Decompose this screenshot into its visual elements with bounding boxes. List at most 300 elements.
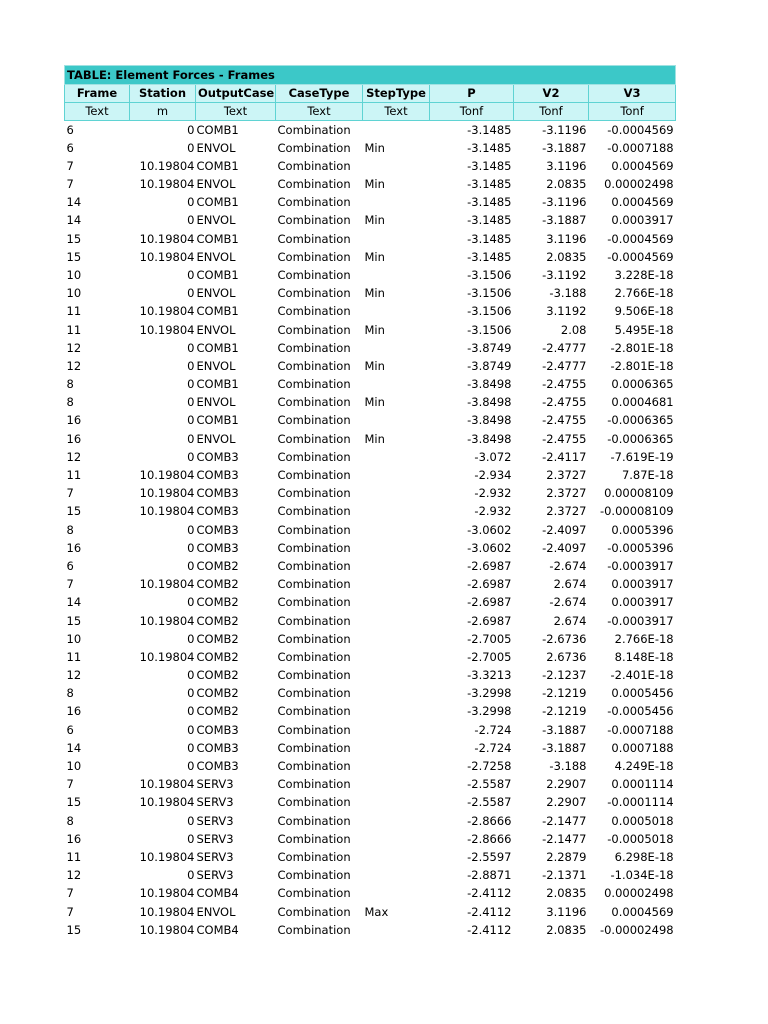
cell-case-type: Combination — [277, 504, 351, 519]
cell-output-case: ENVOL — [196, 286, 236, 301]
cell-v3: 0.0005456 — [611, 686, 674, 701]
cell-station: 0 — [187, 540, 195, 555]
cell-p: -3.8749 — [467, 358, 512, 373]
table-row — [65, 921, 676, 939]
cell-case-type: Combination — [277, 468, 351, 483]
cell-frame: 6 — [66, 140, 74, 155]
table-body — [65, 121, 676, 939]
cell-step-type — [363, 157, 430, 175]
cell-v2: -2.1219 — [542, 686, 587, 701]
cell-step-type: Max — [364, 904, 389, 919]
cell-output-case: ENVOL — [196, 213, 236, 228]
cell-output-case: COMB2 — [196, 668, 239, 683]
cell-p: -3.1485 — [467, 158, 512, 173]
table-row — [65, 830, 676, 848]
cell-station: 10.19804 — [139, 231, 195, 246]
cell-p: -3.1485 — [467, 177, 512, 192]
cell-v3: 0.0005018 — [611, 813, 674, 828]
cell-frame: 14 — [66, 195, 82, 210]
table-row — [65, 539, 676, 557]
cell-frame: 7 — [66, 486, 74, 501]
cell-p: -3.1485 — [467, 122, 512, 137]
cell-case-type: Combination — [277, 195, 351, 210]
cell-station: 0 — [187, 213, 195, 228]
cell-station: 0 — [187, 722, 195, 737]
table-row — [65, 303, 676, 321]
cell-p: -3.1485 — [467, 249, 512, 264]
cell-step-type — [363, 594, 430, 612]
cell-step-type — [363, 194, 430, 212]
table-row — [65, 794, 676, 812]
cell-p: -2.932 — [474, 486, 512, 501]
cell-v2: -3.188 — [549, 759, 587, 774]
table-row — [65, 230, 676, 248]
cell-output-case: COMB3 — [196, 504, 239, 519]
cell-case-type: Combination — [277, 486, 351, 501]
cell-p: -2.6987 — [467, 595, 512, 610]
cell-v3: 0.00002498 — [604, 886, 674, 901]
cell-case-type: Combination — [277, 613, 351, 628]
header-output-case: OutputCase — [196, 85, 276, 103]
cell-case-type: Combination — [277, 431, 351, 446]
cell-v3: 8.148E-18 — [614, 649, 674, 664]
cell-p: -3.0602 — [467, 522, 512, 537]
cell-v3: -0.00008109 — [599, 504, 674, 519]
cell-station: 10.19804 — [139, 304, 195, 319]
header-v3: V3 — [589, 85, 676, 103]
cell-station: 0 — [187, 740, 195, 755]
cell-v3: -1.034E-18 — [610, 868, 674, 883]
cell-frame: 8 — [66, 395, 74, 410]
table-row — [65, 466, 676, 484]
cell-v2: 2.0835 — [546, 886, 587, 901]
cell-v3: -0.0005018 — [607, 831, 674, 846]
cell-v2: -2.1219 — [542, 704, 587, 719]
cell-station: 10.19804 — [139, 613, 195, 628]
cell-case-type: Combination — [277, 158, 351, 173]
table-row — [65, 139, 676, 157]
cell-station: 0 — [187, 140, 195, 155]
cell-v2: -2.4755 — [542, 431, 587, 446]
cell-case-type: Combination — [277, 231, 351, 246]
cell-station: 10.19804 — [139, 795, 195, 810]
cell-v3: 0.00002498 — [604, 177, 674, 192]
unit-frame: Text — [65, 103, 130, 121]
cell-frame: 12 — [66, 358, 82, 373]
cell-case-type: Combination — [277, 540, 351, 555]
cell-step-type: Min — [364, 177, 385, 192]
table-row — [65, 521, 676, 539]
cell-station: 0 — [187, 413, 195, 428]
cell-frame: 15 — [66, 504, 82, 519]
cell-frame: 8 — [66, 522, 74, 537]
cell-p: -3.8498 — [467, 395, 512, 410]
unit-output-case: Text — [196, 103, 276, 121]
cell-case-type: Combination — [277, 795, 351, 810]
table-row — [65, 357, 676, 375]
element-forces-table-sheet — [64, 65, 675, 939]
cell-frame: 15 — [66, 922, 82, 937]
cell-v3: -2.801E-18 — [610, 358, 674, 373]
cell-v3: -0.0007188 — [607, 722, 674, 737]
cell-step-type — [363, 885, 430, 903]
cell-station: 0 — [187, 868, 195, 883]
cell-frame: 15 — [66, 249, 82, 264]
cell-v2: 2.3727 — [546, 486, 587, 501]
cell-v3: 2.766E-18 — [614, 631, 674, 646]
cell-frame: 7 — [66, 577, 74, 592]
cell-step-type — [363, 230, 430, 248]
cell-p: -3.2998 — [467, 686, 512, 701]
cell-frame: 10 — [66, 759, 82, 774]
cell-v2: -2.4097 — [542, 540, 587, 555]
cell-v2: -2.6736 — [542, 631, 587, 646]
cell-v2: -2.4755 — [542, 395, 587, 410]
cell-step-type — [363, 848, 430, 866]
cell-step-type — [363, 412, 430, 430]
cell-v2: -2.4777 — [542, 340, 587, 355]
cell-p: -2.6987 — [467, 613, 512, 628]
cell-v3: -0.0004569 — [607, 122, 674, 137]
cell-case-type: Combination — [277, 904, 351, 919]
table-row — [65, 266, 676, 284]
cell-frame: 10 — [66, 286, 82, 301]
cell-frame: 11 — [66, 849, 82, 864]
cell-output-case: COMB1 — [196, 158, 239, 173]
table-row — [65, 376, 676, 394]
cell-frame: 7 — [66, 177, 74, 192]
cell-v2: -2.4755 — [542, 377, 587, 392]
table-row — [65, 321, 676, 339]
cell-case-type: Combination — [277, 922, 351, 937]
cell-v2: 2.674 — [553, 577, 587, 592]
cell-v3: 0.0004569 — [611, 158, 674, 173]
cell-v3: 2.766E-18 — [614, 286, 674, 301]
cell-output-case: ENVOL — [196, 358, 236, 373]
cell-step-type — [363, 630, 430, 648]
cell-v3: -0.0005396 — [607, 540, 674, 555]
header-step-type: StepType — [363, 85, 430, 103]
cell-frame: 14 — [66, 740, 82, 755]
header-p: P — [430, 85, 514, 103]
cell-output-case: COMB3 — [196, 522, 239, 537]
cell-output-case: COMB2 — [196, 631, 239, 646]
cell-p: -3.1485 — [467, 231, 512, 246]
cell-step-type — [363, 448, 430, 466]
cell-output-case: COMB3 — [196, 486, 239, 501]
table-row — [65, 630, 676, 648]
cell-v2: -2.4755 — [542, 413, 587, 428]
cell-v2: 2.2907 — [546, 795, 587, 810]
table-row — [65, 157, 676, 175]
cell-v3: -0.0006365 — [607, 413, 674, 428]
cell-output-case: COMB1 — [196, 340, 239, 355]
cell-frame: 16 — [66, 540, 82, 555]
cell-p: -2.8871 — [467, 868, 512, 883]
cell-station: 10.19804 — [139, 158, 195, 173]
cell-case-type: Combination — [277, 286, 351, 301]
table-row — [65, 867, 676, 885]
table-row — [65, 903, 676, 921]
cell-v3: 0.0001114 — [611, 777, 674, 792]
cell-p: -2.7005 — [467, 631, 512, 646]
cell-v3: -0.0006365 — [607, 431, 674, 446]
cell-station: 0 — [187, 668, 195, 683]
table-row — [65, 430, 676, 448]
cell-case-type: Combination — [277, 522, 351, 537]
cell-step-type — [363, 576, 430, 594]
cell-frame: 12 — [66, 868, 82, 883]
cell-p: -3.1506 — [467, 286, 512, 301]
cell-station: 0 — [187, 267, 195, 282]
cell-station: 10.19804 — [139, 177, 195, 192]
cell-p: -2.4112 — [467, 904, 512, 919]
cell-case-type: Combination — [277, 595, 351, 610]
cell-frame: 10 — [66, 267, 82, 282]
cell-case-type: Combination — [277, 358, 351, 373]
cell-p: -2.4112 — [467, 886, 512, 901]
cell-station: 0 — [187, 686, 195, 701]
table-row — [65, 394, 676, 412]
table-row — [65, 285, 676, 303]
cell-frame: 10 — [66, 631, 82, 646]
table-row — [65, 194, 676, 212]
cell-frame: 15 — [66, 795, 82, 810]
cell-case-type: Combination — [277, 558, 351, 573]
cell-case-type: Combination — [277, 377, 351, 392]
cell-station: 10.19804 — [139, 922, 195, 937]
cell-step-type — [363, 667, 430, 685]
cell-step-type: Min — [364, 286, 385, 301]
cell-station: 0 — [187, 631, 195, 646]
cell-frame: 16 — [66, 704, 82, 719]
cell-step-type — [363, 121, 430, 139]
cell-step-type: Min — [364, 395, 385, 410]
cell-step-type — [363, 485, 430, 503]
unit-v2: Tonf — [514, 103, 589, 121]
cell-frame: 11 — [66, 322, 82, 337]
cell-station: 0 — [187, 195, 195, 210]
unit-p: Tonf — [430, 103, 514, 121]
cell-v2: 2.0835 — [546, 922, 587, 937]
header-station: Station — [130, 85, 196, 103]
cell-output-case: COMB2 — [196, 649, 239, 664]
cell-station: 10.19804 — [139, 849, 195, 864]
cell-step-type: Min — [364, 213, 385, 228]
cell-frame: 8 — [66, 813, 74, 828]
table-row — [65, 248, 676, 266]
cell-frame: 16 — [66, 413, 82, 428]
cell-output-case: COMB3 — [196, 449, 239, 464]
cell-station: 10.19804 — [139, 486, 195, 501]
unit-v3: Tonf — [589, 103, 676, 121]
cell-output-case: COMB3 — [196, 540, 239, 555]
cell-case-type: Combination — [277, 740, 351, 755]
cell-output-case: COMB2 — [196, 558, 239, 573]
cell-frame: 7 — [66, 158, 74, 173]
cell-v3: -0.0003917 — [607, 558, 674, 573]
cell-station: 10.19804 — [139, 904, 195, 919]
cell-output-case: COMB1 — [196, 231, 239, 246]
cell-step-type — [363, 703, 430, 721]
cell-case-type: Combination — [277, 649, 351, 664]
table-row — [65, 776, 676, 794]
cell-output-case: SERV3 — [196, 813, 234, 828]
cell-v2: -2.4097 — [542, 522, 587, 537]
cell-case-type: Combination — [277, 413, 351, 428]
cell-output-case: ENVOL — [196, 395, 236, 410]
cell-step-type — [363, 921, 430, 939]
cell-v3: 3.228E-18 — [614, 267, 674, 282]
cell-case-type: Combination — [277, 122, 351, 137]
cell-output-case: COMB2 — [196, 595, 239, 610]
cell-case-type: Combination — [277, 213, 351, 228]
units-row — [65, 103, 676, 121]
cell-p: -2.5597 — [467, 849, 512, 864]
cell-output-case: COMB3 — [196, 722, 239, 737]
cell-p: -2.724 — [474, 740, 512, 755]
cell-v3: 0.0005396 — [611, 522, 674, 537]
header-v2: V2 — [514, 85, 589, 103]
cell-v3: 0.0003917 — [611, 595, 674, 610]
table-row — [65, 339, 676, 357]
cell-output-case: ENVOL — [196, 904, 236, 919]
cell-case-type: Combination — [277, 831, 351, 846]
cell-p: -3.1485 — [467, 140, 512, 155]
cell-frame: 11 — [66, 468, 82, 483]
table-row — [65, 503, 676, 521]
cell-station: 0 — [187, 813, 195, 828]
cell-case-type: Combination — [277, 304, 351, 319]
cell-v3: 0.0003917 — [611, 577, 674, 592]
cell-step-type — [363, 867, 430, 885]
table-title: TABLE: Element Forces - Frames — [65, 66, 676, 85]
cell-v3: -0.0004569 — [607, 231, 674, 246]
cell-v2: 2.0835 — [546, 249, 587, 264]
cell-station: 0 — [187, 449, 195, 464]
cell-step-type: Min — [364, 322, 385, 337]
cell-p: -3.1506 — [467, 322, 512, 337]
cell-v2: -3.1887 — [542, 722, 587, 737]
cell-p: -2.934 — [474, 468, 512, 483]
cell-p: -2.7258 — [467, 759, 512, 774]
cell-frame: 15 — [66, 231, 82, 246]
cell-v2: 2.2879 — [546, 849, 587, 864]
cell-output-case: ENVOL — [196, 322, 236, 337]
cell-p: -2.6987 — [467, 577, 512, 592]
cell-frame: 16 — [66, 431, 82, 446]
cell-p: -2.8666 — [467, 813, 512, 828]
cell-output-case: SERV3 — [196, 849, 234, 864]
cell-v3: -2.401E-18 — [610, 668, 674, 683]
cell-case-type: Combination — [277, 886, 351, 901]
cell-case-type: Combination — [277, 849, 351, 864]
cell-case-type: Combination — [277, 267, 351, 282]
unit-case-type: Text — [276, 103, 363, 121]
cell-v3: 0.0003917 — [611, 213, 674, 228]
cell-step-type: Min — [364, 140, 385, 155]
cell-v3: 0.0004569 — [611, 904, 674, 919]
cell-v2: -3.1887 — [542, 740, 587, 755]
cell-step-type: Min — [364, 249, 385, 264]
cell-v2: 3.1196 — [546, 158, 587, 173]
cell-station: 10.19804 — [139, 504, 195, 519]
cell-station: 0 — [187, 704, 195, 719]
cell-case-type: Combination — [277, 668, 351, 683]
cell-station: 0 — [187, 377, 195, 392]
cell-v2: -3.1887 — [542, 140, 587, 155]
cell-output-case: SERV3 — [196, 831, 234, 846]
cell-step-type: Min — [364, 431, 385, 446]
cell-v3: -0.0003917 — [607, 613, 674, 628]
cell-v3: 9.506E-18 — [614, 304, 674, 319]
cell-station: 10.19804 — [139, 322, 195, 337]
cell-frame: 7 — [66, 904, 74, 919]
cell-station: 10.19804 — [139, 468, 195, 483]
cell-step-type — [363, 757, 430, 775]
cell-v2: 2.674 — [553, 613, 587, 628]
table-row — [65, 412, 676, 430]
cell-v3: 5.495E-18 — [614, 322, 674, 337]
cell-case-type: Combination — [277, 449, 351, 464]
cell-output-case: ENVOL — [196, 431, 236, 446]
cell-station: 0 — [187, 358, 195, 373]
cell-output-case: COMB2 — [196, 704, 239, 719]
cell-p: -2.6987 — [467, 558, 512, 573]
cell-station: 0 — [187, 759, 195, 774]
cell-frame: 7 — [66, 886, 74, 901]
cell-p: -2.932 — [474, 504, 512, 519]
cell-p: -3.8498 — [467, 413, 512, 428]
cell-station: 0 — [187, 340, 195, 355]
cell-station: 0 — [187, 558, 195, 573]
cell-p: -2.7005 — [467, 649, 512, 664]
column-header-row — [65, 85, 676, 103]
cell-station: 10.19804 — [139, 649, 195, 664]
table-row — [65, 848, 676, 866]
cell-case-type: Combination — [277, 177, 351, 192]
cell-v3: 4.249E-18 — [614, 759, 674, 774]
cell-frame: 8 — [66, 377, 74, 392]
cell-case-type: Combination — [277, 722, 351, 737]
cell-station: 0 — [187, 395, 195, 410]
cell-case-type: Combination — [277, 140, 351, 155]
cell-v2: -2.4117 — [542, 449, 587, 464]
cell-station: 0 — [187, 431, 195, 446]
table-row — [65, 739, 676, 757]
cell-v2: -2.674 — [549, 558, 587, 573]
table-row — [65, 612, 676, 630]
cell-p: -2.4112 — [467, 922, 512, 937]
cell-output-case: COMB1 — [196, 413, 239, 428]
table-row — [65, 648, 676, 666]
cell-case-type: Combination — [277, 249, 351, 264]
cell-v2: -2.1477 — [542, 813, 587, 828]
cell-output-case: COMB3 — [196, 468, 239, 483]
cell-p: -3.1506 — [467, 304, 512, 319]
cell-station: 10.19804 — [139, 577, 195, 592]
cell-v2: 3.1196 — [546, 904, 587, 919]
cell-p: -3.8498 — [467, 431, 512, 446]
cell-p: -2.5587 — [467, 795, 512, 810]
cell-p: -3.3213 — [467, 668, 512, 683]
cell-v2: 3.1196 — [546, 231, 587, 246]
cell-p: -2.724 — [474, 722, 512, 737]
cell-output-case: ENVOL — [196, 140, 236, 155]
unit-station: m — [130, 103, 196, 121]
cell-case-type: Combination — [277, 340, 351, 355]
cell-station: 10.19804 — [139, 249, 195, 264]
